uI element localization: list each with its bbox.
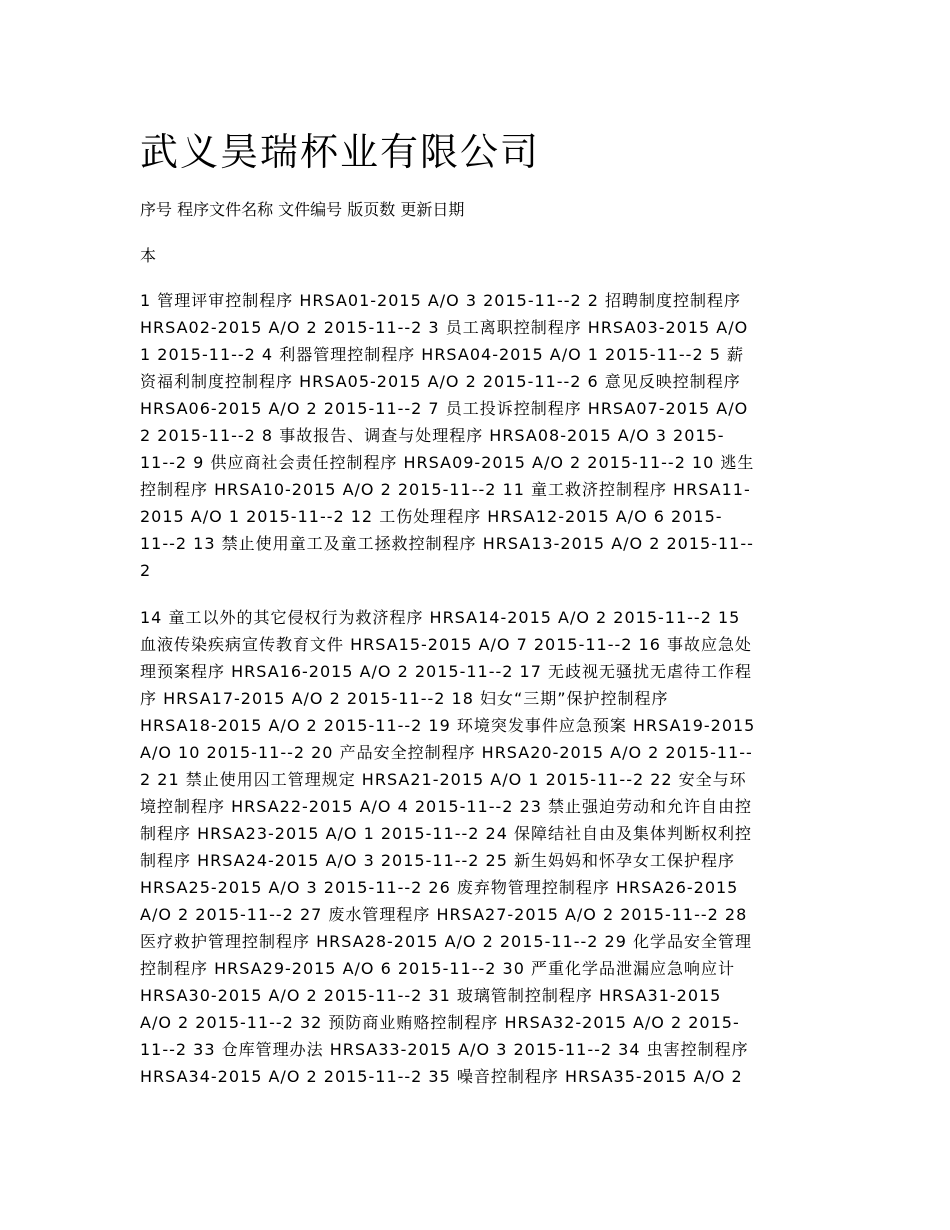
text-line: 14 童工以外的其它侵权行为救济程序 HRSA14-2015 A/O 2 2015-11--2 15	[140, 608, 741, 627]
section-mark: 本	[140, 246, 157, 265]
text-line: A/O 10 2015-11--2 20 产品安全控制程序 HRSA20-2015 A/O 2 2015-11--	[140, 743, 753, 762]
text-line: HRSA18-2015 A/O 2 2015-11--2 19 环境突发事件应急预案 HRSA19-2015	[140, 716, 756, 735]
text-line: 11--2 13 禁止使用童工及童工拯救控制程序 HRSA13-2015 A/O 2 2015-11--	[140, 534, 754, 553]
text-line: HRSA30-2015 A/O 2 2015-11--2 31 玻璃管制控制程序 HRSA31-2015	[140, 986, 722, 1005]
text-line: 1 2015-11--2 4 利器管理控制程序 HRSA04-2015 A/O 1 2015-11--2 5 薪	[140, 345, 744, 364]
text-line: 2015 A/O 1 2015-11--2 12 工伤处理程序 HRSA12-2015 A/O 6 2015-	[140, 507, 723, 526]
text-line: 医疗救护管理控制程序 HRSA28-2015 A/O 2 2015-11--2 29 化学品安全管理	[140, 932, 752, 951]
text-line: 制程序 HRSA24-2015 A/O 3 2015-11--2 25 新生妈妈和怀孕女工保护程序	[140, 851, 735, 870]
text-line: 1 管理评审控制程序 HRSA01-2015 A/O 3 2015-11--2 2 招聘制度控制程序	[140, 291, 742, 310]
text-line: 2 2015-11--2 8 事故报告、调查与处理程序 HRSA08-2015 A/O 3 2015-	[140, 426, 725, 445]
text-line: 控制程序 HRSA29-2015 A/O 6 2015-11--2 30 严重化学品泄漏应急响应计	[140, 959, 735, 978]
text-line: HRSA06-2015 A/O 2 2015-11--2 7 员工投诉控制程序 HRSA07-2015 A/O	[140, 399, 749, 418]
text-line: 血液传染疾病宣传教育文件 HRSA15-2015 A/O 7 2015-11--2 16 事故应急处	[140, 635, 752, 654]
paragraph-1	[140, 287, 820, 584]
text-line: A/O 2 2015-11--2 27 废水管理程序 HRSA27-2015 A/O 2 2015-11--2 28	[140, 905, 748, 924]
text-line: 制程序 HRSA23-2015 A/O 1 2015-11--2 24 保障结社自由及集体判断权利控	[140, 824, 752, 843]
column-header-row: 序号 程序文件名称 文件编号 版页数 更新日期	[140, 200, 465, 219]
text-line: HRSA34-2015 A/O 2 2015-11--2 35 噪音控制程序 HRSA35-2015 A/O 2	[140, 1067, 743, 1086]
text-line: 2	[140, 561, 152, 580]
text-line: 境控制程序 HRSA22-2015 A/O 4 2015-11--2 23 禁止强迫劳动和允许自由控	[140, 797, 752, 816]
paragraph-2	[140, 604, 820, 1090]
text-line: 2 21 禁止使用囚工管理规定 HRSA21-2015 A/O 1 2015-11--2 22 安全与环	[140, 770, 747, 789]
text-line: A/O 2 2015-11--2 32 预防商业贿赂控制程序 HRSA32-2015 A/O 2 2015-	[140, 1013, 740, 1032]
text-line: HRSA25-2015 A/O 3 2015-11--2 26 废弃物管理控制程序 HRSA26-2015	[140, 878, 739, 897]
text-line: 控制程序 HRSA10-2015 A/O 2 2015-11--2 11 童工救济控制程序 HRSA11-	[140, 480, 751, 499]
text-line: 序 HRSA17-2015 A/O 2 2015-11--2 18 妇女“三期”保护控制程序	[140, 689, 669, 708]
page-title: 武义昊瑞杯业有限公司	[140, 130, 541, 174]
text-line: 理预案程序 HRSA16-2015 A/O 2 2015-11--2 17 无歧视无骚扰无虐待工作程	[140, 662, 752, 681]
text-line: HRSA02-2015 A/O 2 2015-11--2 3 员工离职控制程序 HRSA03-2015 A/O	[140, 318, 749, 337]
text-line: 11--2 9 供应商社会责任控制程序 HRSA09-2015 A/O 2 2015-11--2 10 逃生	[140, 453, 755, 472]
text-line: 11--2 33 仓库管理办法 HRSA33-2015 A/O 3 2015-11--2 34 虫害控制程序	[140, 1040, 749, 1059]
text-line: 资福利制度控制程序 HRSA05-2015 A/O 2 2015-11--2 6 意见反映控制程序	[140, 372, 741, 391]
